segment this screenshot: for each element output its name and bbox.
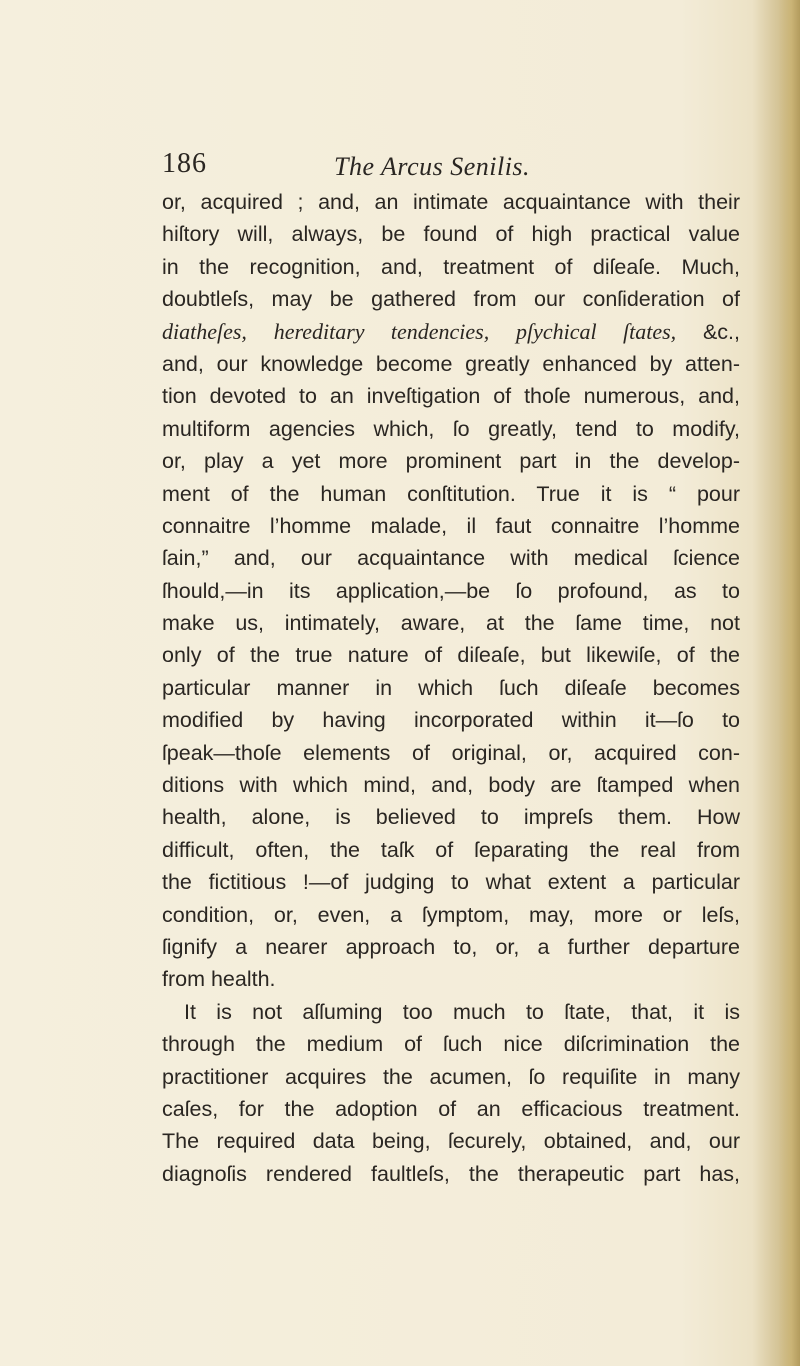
page-edge-shadow — [778, 0, 800, 1366]
text-line: practitioner acquires the acumen, ſo requiſite in many — [162, 1064, 740, 1089]
paragraph-start-line: It is not aſſuming too much to ſtate, that, it is — [184, 999, 740, 1024]
page-number: 186 — [162, 148, 207, 179]
italic-term: hereditary tendencies, — [273, 318, 490, 344]
text-line-italic-terms — [162, 316, 740, 348]
text-line: tion devoted to an inveſtigation of thoſe numerous, and, — [162, 384, 740, 409]
text-line: or, acquired ; and, an intimate acquaintance with their — [162, 190, 740, 214]
text-line: only of the true nature of diſeaſe, but likewiſe, of the — [162, 643, 740, 668]
text-line: ment of the human conſtitution. True it is “ pour — [162, 481, 740, 506]
body-text — [162, 186, 740, 1190]
text-line: make us, intimately, aware, at the ſame time, not — [162, 611, 740, 636]
text-line: from health. — [162, 967, 276, 992]
text-line: doubtleſs, may be gathered from our conſideration of — [162, 287, 740, 312]
text-line: ſhould,—in its application,—be ſo profound, as to — [162, 578, 740, 603]
italic-term: pſychical ſtates, — [516, 318, 677, 344]
text-line: diagnoſis rendered faultleſs, the therapeutic part has, — [162, 1161, 740, 1186]
text-line: ſpeak—thoſe elements of original, or, acquired con- — [162, 740, 740, 765]
text-line: condition, or, even, a ſymptom, may, more or leſs, — [162, 902, 740, 927]
text-line: the fictitious !—of judging to what extent a particular — [162, 870, 740, 895]
text-line: difficult, often, the taſk of ſeparating the real from — [162, 837, 740, 862]
text-line: ſignify a nearer approach to, or, a further departure — [162, 934, 740, 959]
text-line: The required data being, ſecurely, obtained, and, our — [162, 1129, 740, 1154]
text-line: and, our knowledge become greatly enhanced by atten- — [162, 351, 740, 376]
text-line: multiform agencies which, ſo greatly, tend to modify, — [162, 416, 740, 441]
text-line: health, alone, is believed to impreſs them. How — [162, 805, 740, 830]
running-title: The Arcus Senilis. — [334, 152, 531, 181]
text-line: through the medium of ſuch nice diſcrimination the — [162, 1032, 740, 1057]
text-line: ditions with which mind, and, body are ſtamped when — [162, 773, 740, 798]
line-tail: &c., — [702, 319, 740, 344]
text-line: hiſtory will, always, be found of high practical value — [162, 222, 740, 247]
text-line: or, play a yet more prominent part in the develop- — [162, 449, 740, 474]
text-line: in the recognition, and, treatment of diſeaſe. Much, — [162, 254, 740, 279]
text-line: connaitre l’homme malade, il faut connaitre l’homme — [162, 513, 740, 538]
text-line: ſain,” and, our acquaintance with medical ſcience — [162, 546, 740, 571]
text-line: particular manner in which ſuch diſeaſe becomes — [162, 675, 740, 700]
text-line: modified by having incorporated within it—ſo to — [162, 708, 740, 733]
italic-term: diatheſes, — [162, 318, 247, 344]
text-line: caſes, for the adoption of an efficacious treatment. — [162, 1096, 740, 1121]
